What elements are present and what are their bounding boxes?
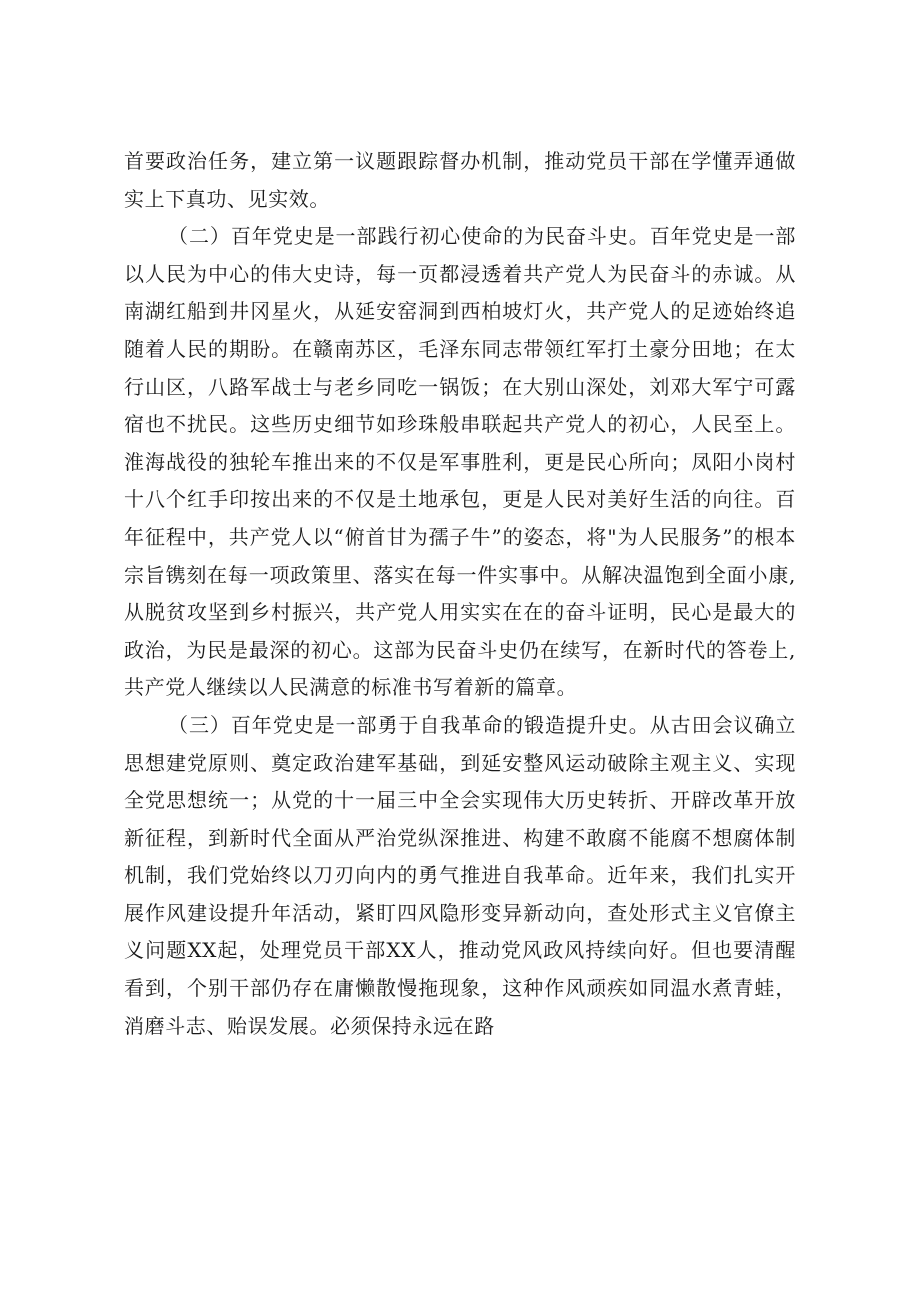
paragraph-section-three: （三）百年党史是一部勇于自我革命的锻造提升史。从古田会议确立思想建党原则、奠定政治建军基础，到延安整风运动破除主观主义、实现全党思想统一；从党的十一届三中全会实现伟大历史转折、开辟改革开放新征程，到新时代全面从严治党纵深推进、构建不敢腐不能腐不想腐体制机制，我们党始终以刀刃向内的勇气推进自我革命。近年来，我们扎实开展作风建设提升年活动，紧盯四风隐形变异新动向，查处形式主义官僚主义问题XX起，处理党员干部XX人，推动党风政风持续向好。但也要清醒看到，个别干部仍存在庸懒散慢拖现象，这种作风顽疾如同温水煮青蛙，消磨斗志、贻误发展。必须保持永远在路 [124,712,796,1038]
paragraph-section-two: （二）百年党史是一部践行初心使命的为民奋斗史。百年党史是一部以人民为中心的伟大史诗，每一页都浸透着共产党人为民奋斗的赤诚。从南湖红船到井冈星火，从延安窑洞到西柏坡灯火，共产党人的足迹始终追随着人民的期盼。在赣南苏区，毛泽东同志带领红军打土豪分田地；在太行山区，八路军战士与老乡同吃一锅饭；在大别山深处，刘邓大军宁可露宿也不扰民。这些历史细节如珍珠般串联起共产党人的初心，人民至上。淮海战役的独轮车推出来的不仅是军事胜利，更是民心所向；凤阳小岗村十八个红手印按出来的不仅是土地承包，更是人民对美好生活的向往。百年征程中，共产党人以“俯首甘为孺子牛”的姿态，将"为人民服务”的根本宗旨镌刻在每一项政策里、落实在每一件实事中。从解决温饱到全面小康,从脱贫攻坚到乡村振兴，共产党人用实实在在的奋斗证明，民心是最大的政治，为民是最深的初心。这部为民奋斗史仍在续写，在新时代的答卷上,共产党人继续以人民满意的标准书写着新的篇章。 [124,224,796,700]
paragraph-continuation: 首要政治任务，建立第一议题跟踪督办机制，推动党员干部在学懂弄通做实上下真功、见实效。 [124,149,796,211]
document-body [124,143,796,1045]
